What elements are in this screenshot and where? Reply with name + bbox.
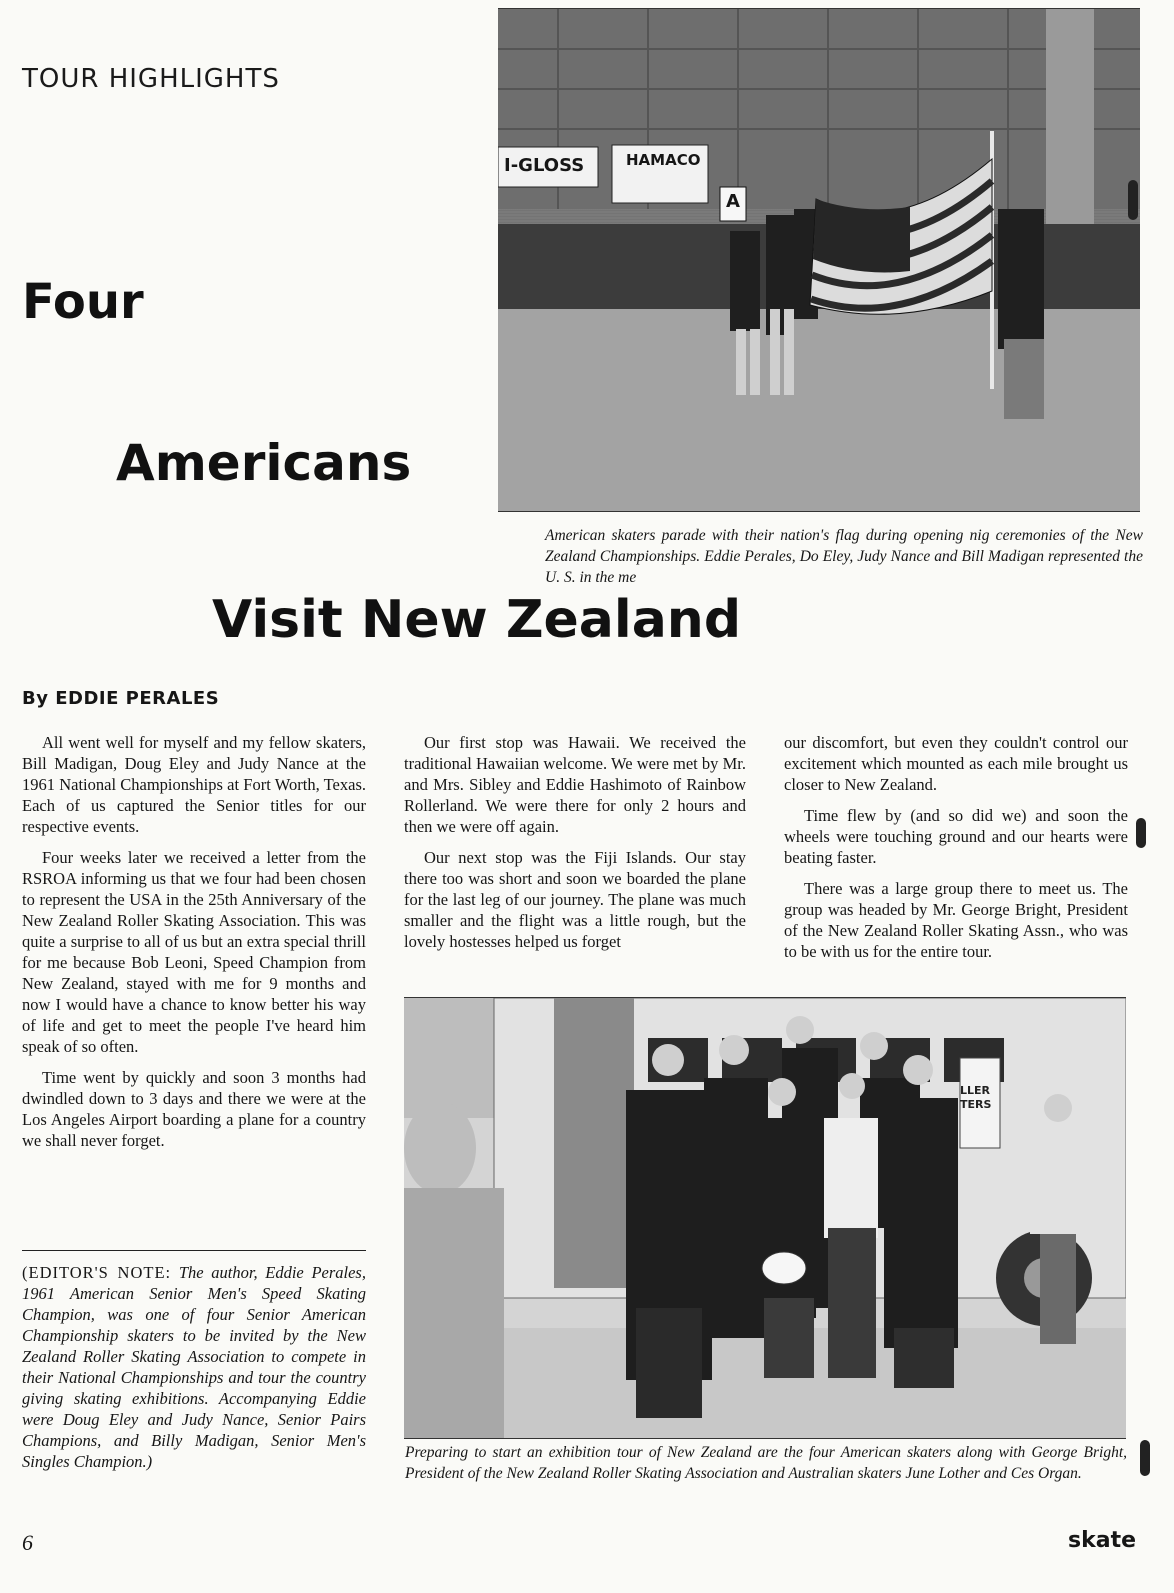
flag-parade-illustration	[498, 9, 1140, 511]
paragraph: our discomfort, but even they couldn't control our excitement which mounted as each mile brought us closer to New Zealand.	[784, 733, 1128, 794]
bus-side-text: LLER TERS	[960, 1084, 992, 1111]
group-bus-photo	[404, 997, 1126, 1439]
page-edge-mark	[1136, 818, 1146, 848]
headline-line-1: Four	[22, 274, 144, 330]
byline: By EDDIE PERALES	[22, 688, 220, 709]
editor-note	[22, 1262, 366, 1472]
page-number: 6	[22, 1530, 33, 1555]
flag-parade-photo	[498, 8, 1140, 512]
article-column-1	[22, 732, 366, 1161]
paragraph: There was a large group there to meet us. The group was headed by Mr. George Bright, President of the New Zealand Roller Skating Assn., who was to be with us for the entire tour.	[784, 879, 1128, 961]
group-bus-illustration	[404, 998, 1126, 1438]
page-edge-mark	[1140, 1440, 1150, 1476]
article-column-2	[404, 732, 746, 962]
headline-line-2: Americans	[116, 434, 412, 492]
paragraph: Four weeks later we received a letter from the RSROA informing us that we four had been chosen to represent the USA in the 25th Anniversary of the New Zealand Roller Skating Association. This was quite a surprise to all of us but an extra special thrill for me because Bob Leoni, Speed Champion from New Zealand, stayed with me for 9 months and now I would have a chance to know better his way of life and get to meet the people I've heard him speak of so often.	[22, 848, 366, 1056]
photo-caption-1: American skaters parade with their nation's flag during opening nig ceremonies of the New Zealand Championships. Eddie Perales, Do Eley, Judy Nance and Bill Madigan represented the U. S. in the me	[545, 527, 1143, 586]
paragraph: Time went by quickly and soon 3 months had dwindled down to 3 days and there we were at the Los Angeles Airport boarding a plane for a country we shall never forget.	[22, 1068, 366, 1150]
photo-caption-2: Preparing to start an exhibition tour of New Zealand are the four American skaters along with George Bright, President of the New Zealand Roller Skating Association and Australian skaters June Lother and Ces Organ.	[405, 1444, 1127, 1482]
editor-note-lead: (EDITOR'S NOTE:	[22, 1263, 172, 1282]
headline-line-3: Visit New Zealand	[212, 590, 742, 650]
article-column-3	[784, 732, 1128, 972]
editor-note-text: The author, Eddie Perales, 1961 American Senior Men's Speed Skating Champion, was one of four Senior American Championship skaters to be invited by the New Zealand Roller Skating Association to compete in their National Championships and tour the country giving skating exhibitions. Accompanying Eddie were Doug Eley and Judy Nance, Senior Pairs Champions, and Billy Madigan, Senior Men's Singles Champion.)	[22, 1263, 366, 1471]
sign-text-gloss: I-GLOSS	[504, 155, 585, 176]
paragraph: All went well for myself and my fellow skaters, Bill Madigan, Doug Eley and Judy Nance at the 1961 National Championships at Fort Worth, Texas. Each of us captured the Senior titles for our respective events.	[22, 733, 366, 836]
page-edge-mark	[1128, 180, 1138, 220]
sign-text-a: A	[726, 191, 740, 212]
paragraph: Time flew by (and so did we) and soon the wheels were touching ground and our hearts were beating faster.	[784, 806, 1128, 867]
magazine-name: skate	[1068, 1528, 1137, 1553]
editor-note-divider	[22, 1250, 366, 1251]
paragraph: Our next stop was the Fiji Islands. Our stay there too was short and soon we boarded the plane for the last leg of our journey. The plane was much smaller and the flight was a little rough, but the lovely hostesses helped us forget	[404, 848, 746, 951]
sign-text-hamaco: HAMACO	[626, 151, 701, 169]
section-kicker: TOUR HIGHLIGHTS	[22, 64, 280, 94]
paragraph: Our first stop was Hawaii. We received the traditional Hawaiian welcome. We were met by Mr. and Mrs. Sibley and Eddie Hashimoto of Rainbow Rollerland. We were there for only 2 hours and then we were off again.	[404, 733, 746, 836]
